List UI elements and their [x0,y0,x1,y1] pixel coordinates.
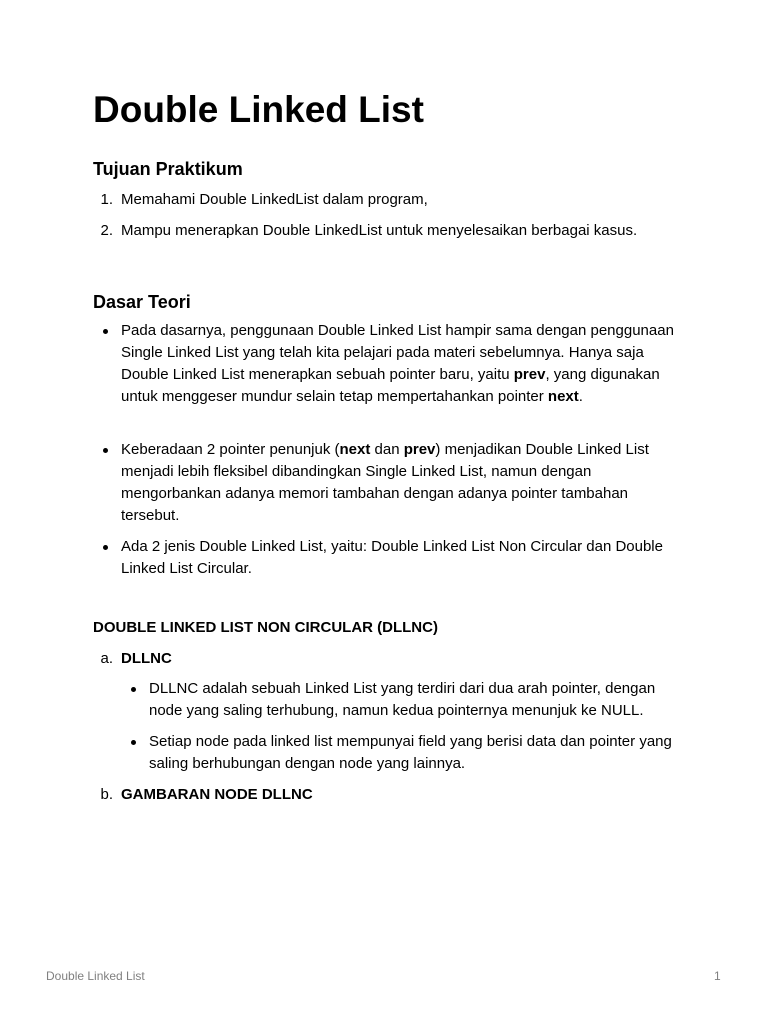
bullet-icon [131,740,136,745]
bullet-icon [131,687,136,692]
bold-term: prev [513,366,546,383]
bullet-item [121,320,683,408]
bold-term: next [339,441,371,458]
bullet-text: DLLNC adalah sebuah Linked List yang terdiri dari dua arah pointer, dengan node yang saling terhubung, namun kedua pointernya menunjuk ke NULL. [149,680,656,719]
list-item-text: Mampu menerapkan Double LinkedList untuk menyelesaikan berbagai kasus. [121,222,638,239]
bullet-item [121,439,683,527]
bullet-text: Ada 2 jenis Double Linked List, yaitu: Double Linked List Non Circular dan Double Linked List Circular. [121,538,663,577]
bullet-text-part: ) menjadikan Double Linked List menjadi lebih fleksibel dibandingkan Single Linked List, namun dengan mengorbankan adanya memori tambahan dengan adanya pointer tambahan tersebut. [121,441,649,524]
list-letter: b. [100,786,113,803]
bullet-text-part: . [578,388,583,405]
document-title: Double Linked List [93,89,424,130]
bullet-item [121,536,683,580]
bullet-icon [103,448,108,453]
bullet-text: Setiap node pada linked list mempunyai field yang berisi data dan pointer yang saling berhubungan dengan node yang lainnya. [149,733,672,772]
bullet-text-part: Keberadaan 2 pointer penunjuk ( [121,441,340,458]
list-number: 2. [100,222,113,239]
list-item [100,220,683,242]
list-item-label: DLLNC [121,650,172,667]
bullet-text-part: Pada dasarnya, penggunaan Double Linked List hampir sama dengan penggunaan Single Linked List yang telah kita pelajari pada materi sebelumnya. Hanya saja Double Linked List menerapkan sebuah pointer baru, yaitu [121,322,674,383]
list-item [100,189,683,211]
list-item-text: Memahami Double LinkedList dalam program, [121,191,428,208]
list-item-label: GAMBARAN NODE DLLNC [121,786,313,803]
section-heading-tujuan: Tujuan Praktikum [93,159,243,179]
list-letter: a. [100,650,113,667]
list-item [100,784,683,806]
bold-term: prev [403,441,436,458]
page-number: 1 [714,969,721,983]
bullet-icon [103,545,108,550]
bullet-text-part: , yang digunakan untuk menggeser mundur selain tetap mempertahankan pointer [121,366,660,405]
list-number: 1. [100,191,113,208]
bold-term: next [547,388,579,405]
footer-title: Double Linked List [46,969,145,983]
section-heading-dllnc: DOUBLE LINKED LIST NON CIRCULAR (DLLNC) [93,619,438,636]
bullet-text-part: dan [370,441,404,458]
sub-bullet-item [149,731,683,775]
list-item [100,648,683,670]
bullet-icon [103,329,108,334]
sub-bullet-item [149,678,683,722]
section-heading-dasar-teori: Dasar Teori [93,292,191,312]
